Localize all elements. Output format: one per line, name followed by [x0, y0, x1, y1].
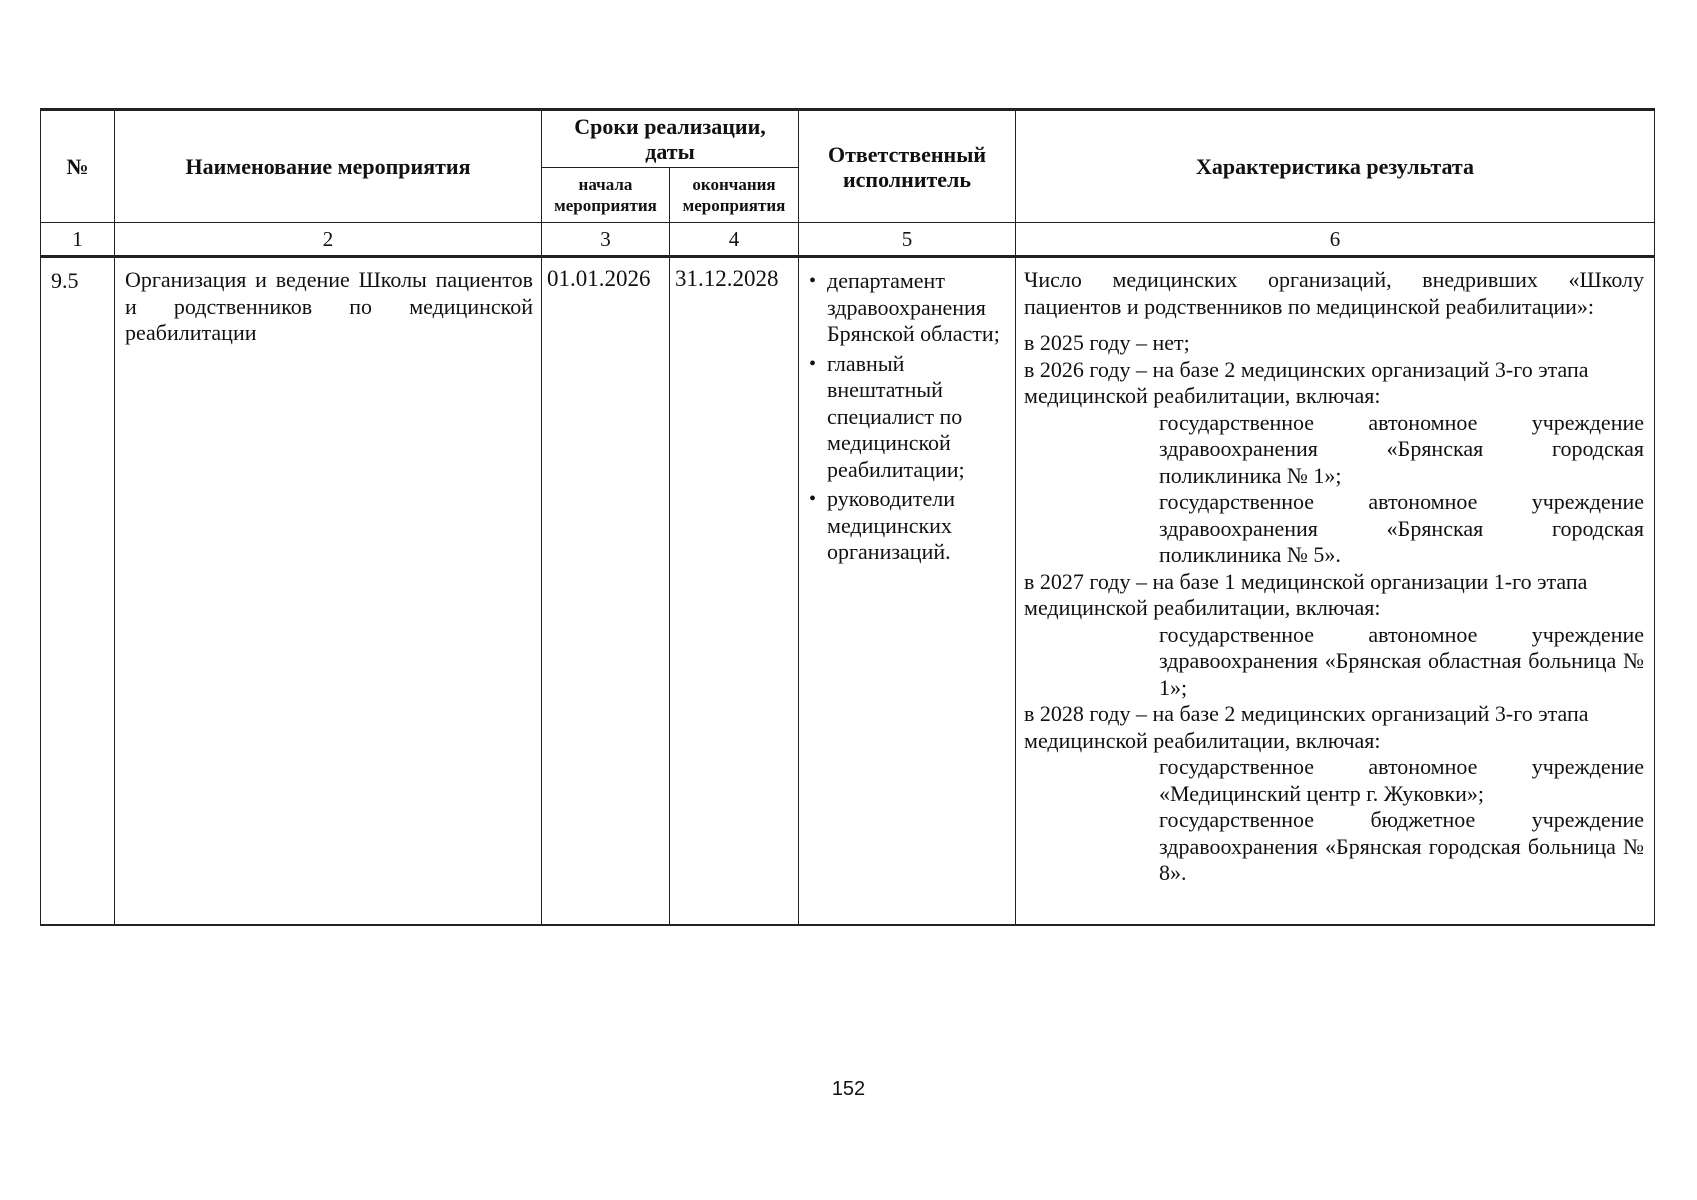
header-event-name: Наименование мероприятия — [115, 110, 542, 223]
row-number: 9.5 — [41, 257, 115, 925]
event-name: Организация и ведение Школы пациентов и родственников по медицинской реабилитации — [115, 257, 542, 925]
result-organization: государственное автономное учреждение здравоохранения «Брянская областная больница № 1»; — [1159, 621, 1645, 700]
column-number: 6 — [1016, 223, 1655, 257]
plan-table — [40, 108, 1655, 926]
list-item — [807, 351, 1011, 484]
table-header — [41, 110, 1655, 223]
result-2025: в 2025 году – нет; — [1024, 330, 1190, 355]
start-date: 01.01.2026 — [542, 257, 670, 925]
column-number: 2 — [115, 223, 542, 257]
bullet-icon: • — [809, 488, 817, 510]
result-organization: государственное автономное учреждение здравоохранения «Брянская городская поликлиника № 5». — [1159, 489, 1645, 567]
header-number: № — [41, 110, 115, 223]
header-end-date: окончания мероприятия — [670, 168, 799, 223]
column-number: 5 — [799, 223, 1016, 257]
responsible-cell — [799, 257, 1016, 925]
page-number: 152 — [831, 1078, 866, 1100]
bullet-icon: • — [809, 270, 817, 292]
result-intro: Число медицинских организаций, внедривших «Школу пациентов и родственников по медицинской реабилитации»: — [1024, 267, 1645, 319]
result-organization: государственное бюджетное учреждение здравоохранения «Брянская городская больница № 8». — [1159, 807, 1645, 885]
column-number: 4 — [670, 223, 799, 257]
responsible-list — [807, 268, 1011, 566]
result-cell — [1016, 257, 1655, 925]
header-dates: Сроки реализации, даты — [542, 110, 799, 168]
result-organization: государственное автономное учреждение здравоохранения «Брянская городская поликлиника № 1»; — [1159, 409, 1645, 488]
column-number: 3 — [542, 223, 670, 257]
table-row — [41, 257, 1655, 925]
responsible-item: главный внештатный специалист по медицинской реабилитации; — [827, 350, 965, 482]
column-number: 1 — [41, 223, 115, 257]
result-2026-lead: в 2026 году – на базе 2 медицинских организаций 3-го этапа медицинской реабилитации, включая: — [1024, 356, 1589, 408]
list-item — [807, 268, 1011, 348]
header-result: Характеристика результата — [1016, 110, 1655, 223]
bullet-icon: • — [809, 352, 817, 375]
column-number-row — [41, 223, 1655, 257]
result-2028-lead: в 2028 году – на базе 2 медицинских организаций 3-го этапа медицинской реабилитации, включая: — [1024, 701, 1589, 753]
responsible-item: департамент здравоохранения Брянской области; — [827, 268, 1000, 346]
header-start-date: начала мероприятия — [542, 168, 670, 223]
header-responsible: Ответственный исполнитель — [799, 110, 1016, 223]
responsible-item: руководители медицинских организаций. — [827, 486, 955, 564]
end-date: 31.12.2028 — [670, 257, 799, 925]
result-organization: государственное автономное учреждение «Медицинский центр г. Жуковки»; — [1159, 754, 1645, 806]
list-item — [807, 486, 1011, 566]
result-2027-lead: в 2027 году – на базе 1 медицинской организации 1-го этапа медицинской реабилитации, включая: — [1024, 568, 1588, 620]
